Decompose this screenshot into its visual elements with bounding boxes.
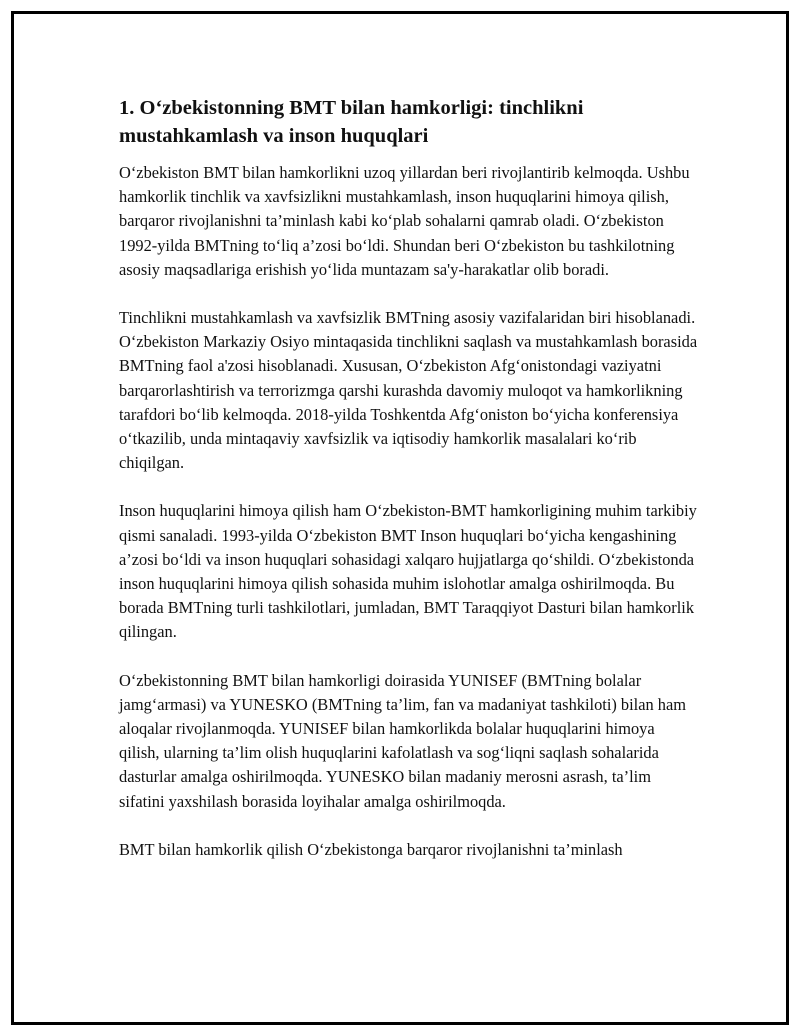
document-content — [119, 94, 699, 886]
paragraph-1: O‘zbekiston BMT bilan hamkorlikni uzoq yillardan beri rivojlantirib kelmoqda. Ushbu hamkorlik tinchlik va xavfsizlikni mustahkamlash, inson huquqlarini himoya qilish, barqaror rivojlanishni ta’minlash kabi ko‘plab sohalarni qamrab oladi. O‘zbekiston 1992-yilda BMTning to‘liq a’zosi bo‘ldi. Shundan beri O‘zbekiston bu tashkilotning asosiy maqsadlariga erishish yo‘lida muntazam sa'y-harakatlar olib boradi. — [119, 163, 690, 279]
paragraph-3: Inson huquqlarini himoya qilish ham O‘zbekiston-BMT hamkorligining muhim tarkibiy qismi sanaladi. 1993-yilda O‘zbekiston BMT Inson huquqlari bo‘yicha kengashining a’zosi bo‘ldi va inson huquqlari sohasidagi xalqaro hujjatlarga qo‘shildi. O‘zbekistonda inson huquqlarini himoya qilish sohasida muhim islohotlar amalga oshirilmoqda. Bu borada BMTning turli tashkilotlari, jumladan, BMT Taraqqiyot Dasturi bilan hamkorlik qilingan. — [119, 501, 697, 642]
section-title: 1. O‘zbekistonning BMT bilan hamkorligi: tinchlikni mustahkamlash va inson huquqlari — [119, 97, 584, 147]
document-page — [11, 11, 789, 1025]
paragraph-4: O‘zbekistonning BMT bilan hamkorligi doirasida YUNISEF (BMTning bolalar jamg‘armasi) va YUNESKO (BMTning ta’lim, fan va madaniyat tashkiloti) bilan ham aloqalar rivojlanmoqda. YUNISEF bilan hamkorlikda bolalar huquqlarini himoya qilish, ularning ta’lim olish huquqlarini kafolatlash va sog‘liqni saqlash sohalarida dasturlar amalga oshirilmoqda. YUNESKO bilan madaniy merosni asrash, ta’lim sifatini yaxshilash borasida loyihalar amalga oshirilmoqda. — [119, 670, 687, 811]
paragraph-5: BMT bilan hamkorlik qilish O‘zbekistonga barqaror rivojlanishni ta’minlash — [119, 839, 623, 859]
paragraph-2: Tinchlikni mustahkamlash va xavfsizlik BMTning asosiy vazifalaridan biri hisoblanadi. O‘zbekiston Markaziy Osiyo mintaqasida tinchlikni saqlash va mustahkamlash borasida BMTning faol a'zosi hisoblanadi. Xususan, O‘zbekiston Afg‘onistondagi vaziyatni barqarorlashtirish va terrorizmga qarshi kurashda davomiy muloqot va hamkorlikning tarafdori bo‘lib kelmoqda. 2018-yilda Toshkentda Afg‘oniston bo‘yicha konferensiya o‘tkazilib, unda mintaqaviy xavfsizlik va iqtisodiy hamkorlik masalalari ko‘rib chiqilgan. — [119, 308, 698, 473]
